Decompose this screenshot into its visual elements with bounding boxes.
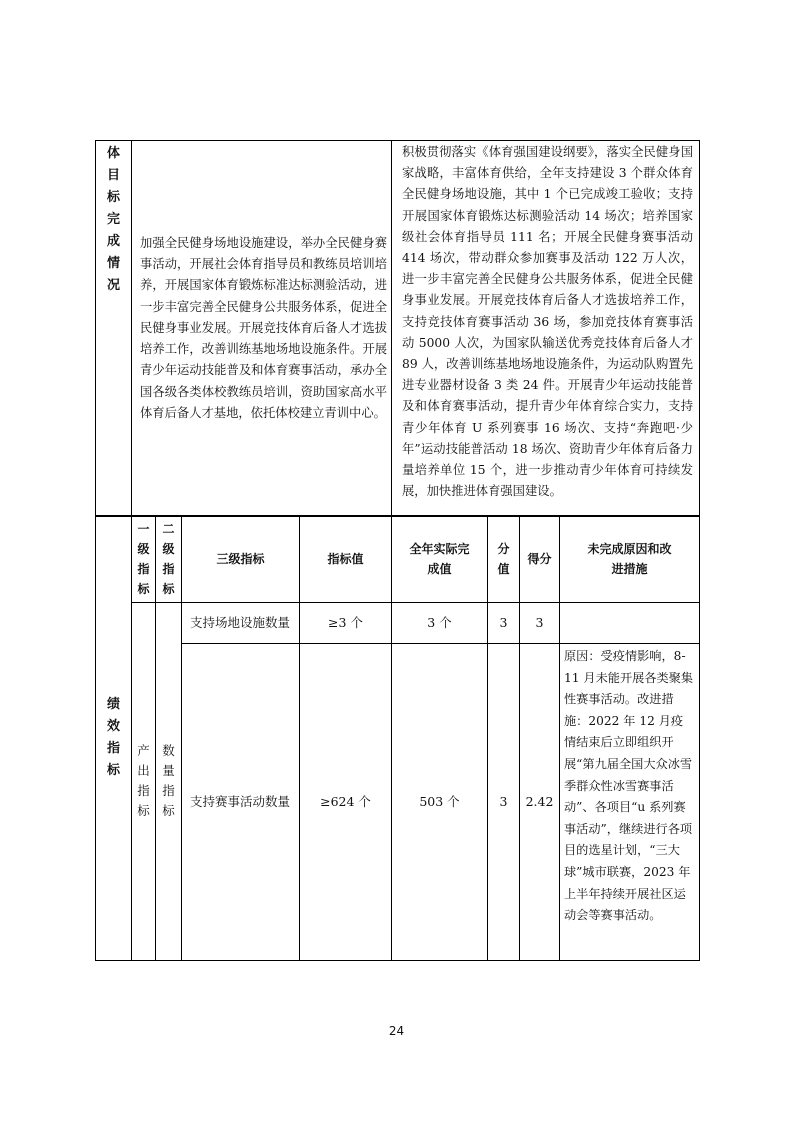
indicator-row-facilities xyxy=(96,603,700,644)
goal-completion-table xyxy=(95,140,700,517)
indicator-actual: 503 个 xyxy=(392,644,488,961)
header-score: 得分 xyxy=(520,516,560,603)
indicator-name: 支持场地设施数量 xyxy=(182,603,300,644)
level1-value-cell xyxy=(132,603,156,961)
indicator-weight: 3 xyxy=(488,603,520,644)
header-level1: 一级指标 xyxy=(132,516,156,603)
indicator-section-label-cell xyxy=(96,516,132,961)
indicator-score: 3 xyxy=(520,603,560,644)
indicator-score: 2.42 xyxy=(520,644,560,961)
indicator-weight: 3 xyxy=(488,644,520,961)
indicator-reason: 原因：受疫情影响，8-11 月未能开展各类聚集性赛事活动。改进措施：2022 年 12 月疫情结束后立即组织开展“第九届全国大众冰雪季群众性冰雪赛事活动”、各项目“u 系列赛事活动”，继续进行各项目的选星计划，“三大球”城市联赛，2023 年上半年持续开展社区运动会等赛事活动。 xyxy=(560,644,700,961)
header-reason: 未完成原因和改进措施 xyxy=(560,516,700,603)
level2-value-cell xyxy=(156,603,182,961)
indicator-target: ≥3 个 xyxy=(300,603,392,644)
indicator-actual: 3 个 xyxy=(392,603,488,644)
goal-section-label-cell xyxy=(96,141,132,517)
header-target: 指标值 xyxy=(300,516,392,603)
indicator-header-row xyxy=(96,516,700,603)
indicator-section-label: 绩效指标 xyxy=(106,697,120,778)
performance-indicator-table xyxy=(95,515,700,961)
indicator-reason xyxy=(560,603,700,644)
actual-completion-text: 积极贯彻落实《体育强国建设纲要》，落实全民健身国家战略，丰富体育供给，全年支持建设 3 个群众体育全民健身场地设施，其中 1 个已完成竣工验收；支持开展国家体育锻炼达标测验活动 14 场次；培养国家级社会体育指导员 111 名；开展全民健身赛事活动 414 场次，带动群众参加赛事及活动 122 万人次，进一步丰富完善全民健身公共服务体系，促进全民健身事业发展。开展竞技体育后备人才选拔培养工作，支持竞技体育赛事活动 36 场，参加竞技体育赛事活动 5000 人次，为国家队输送优秀竞技体育后备人才 89 人，改善训练基地场地设施条件，为运动队购置先进专业器材设备 3 类 24 件。开展青少年运动技能普及和体育赛事活动，提升青少年体育综合实力，支持青少年体育 U 系列赛事 16 场次、支持“奔跑吧·少年”运动技能普活动 18 场次、资助青少年体育后备力量培养单位 15 个，进一步推动青少年体育可持续发展，加快推进体育强国建设。 xyxy=(392,141,700,517)
indicator-row-events xyxy=(96,644,700,961)
goal-section-label: 体目标完成情况 xyxy=(106,146,120,293)
page-number: 24 xyxy=(388,1024,405,1038)
indicator-name: 支持赛事活动数量 xyxy=(182,644,300,961)
header-level3: 三级指标 xyxy=(182,516,300,603)
level2-value: 数量指标 xyxy=(162,743,175,818)
header-actual: 全年实际完成值 xyxy=(392,516,488,603)
header-level2: 二级指标 xyxy=(156,516,182,603)
header-weight: 分值 xyxy=(488,516,520,603)
indicator-target: ≥624 个 xyxy=(300,644,392,961)
annual-goal-text: 加强全民健身场地设施建设，举办全民健身赛事活动，开展社会体育指导员和教练员培训培养，开展国家体育锻炼标准达标测验活动，进一步丰富完善全民健身公共服务体系，促进全民健身事业发展。开展竞技体育后备人才选拔培养工作，改善训练基地场地设施条件。开展青少年运动技能普及和体育赛事活动，承办全国各级各类体校教练员培训，资助国家高水平体育后备人才基地，依托体校建立青训中心。 xyxy=(132,141,392,517)
level1-value: 产出指标 xyxy=(137,743,150,818)
